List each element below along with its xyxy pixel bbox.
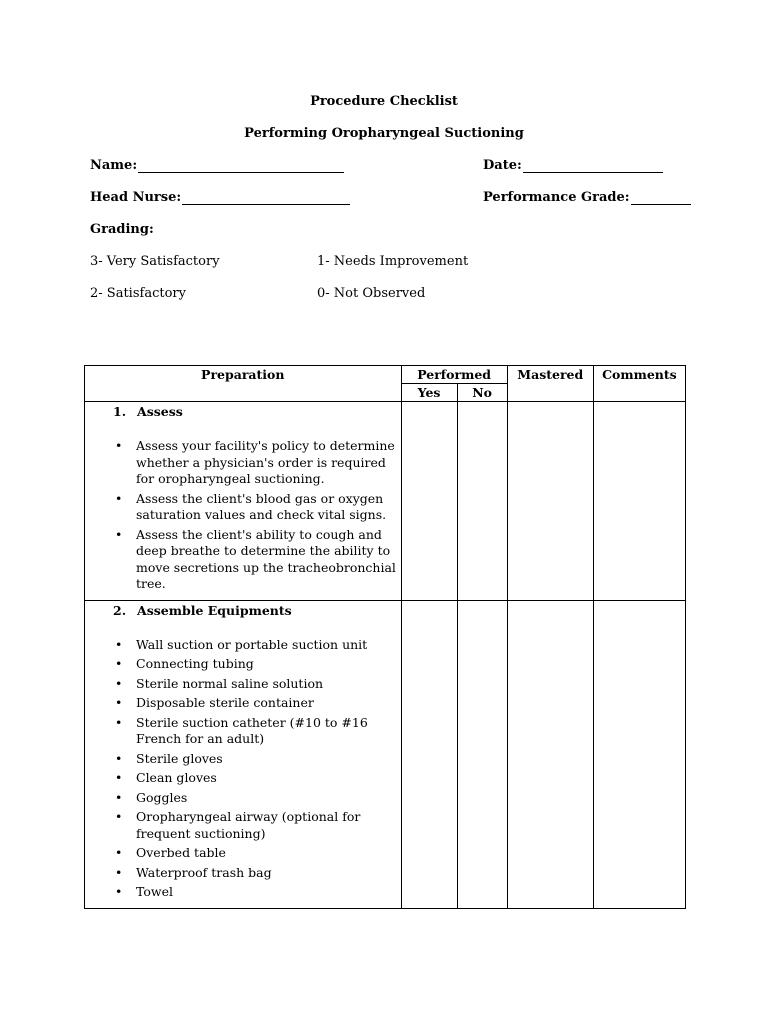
preparation-cell bbox=[85, 402, 402, 601]
list-item: • Assess your facility's policy to determine whether a physician's order is required for oropharyngeal suctioning. bbox=[136, 438, 397, 488]
preparation-header: Preparation bbox=[85, 366, 402, 402]
checklist-table bbox=[84, 365, 686, 909]
section-number: 2. bbox=[113, 602, 127, 618]
comments-cell[interactable] bbox=[593, 402, 685, 601]
performance-grade-blank-line[interactable] bbox=[631, 192, 691, 205]
list-item: • Sterile gloves bbox=[136, 751, 397, 768]
document-title: Procedure Checklist bbox=[310, 94, 458, 109]
table-row bbox=[85, 402, 686, 601]
list-item: • Disposable sterile container bbox=[136, 695, 397, 712]
mastered-cell[interactable] bbox=[507, 600, 593, 908]
grade-needs-improvement: 1- Needs Improvement bbox=[317, 254, 469, 269]
grade-not-observed: 0- Not Observed bbox=[317, 286, 426, 301]
document-subtitle: Performing Oropharyngeal Suctioning bbox=[244, 126, 524, 141]
head-nurse-blank-line[interactable] bbox=[182, 192, 350, 205]
date-field[interactable] bbox=[483, 158, 663, 173]
mastered-header: Mastered bbox=[507, 366, 593, 402]
list-item: • Goggles bbox=[136, 790, 397, 807]
list-item: • Sterile normal saline solution bbox=[136, 676, 397, 693]
list-item: • Connecting tubing bbox=[136, 656, 397, 673]
comments-header: Comments bbox=[593, 366, 685, 402]
table-row bbox=[85, 600, 686, 908]
mastered-cell[interactable] bbox=[507, 402, 593, 601]
list-item: • Assess the client's ability to cough and deep breathe to determine the ability to move secretions up the tracheobronchial tree. bbox=[136, 527, 397, 593]
performed-header: Performed bbox=[401, 366, 507, 384]
grading-label: Grading: bbox=[90, 222, 154, 237]
no-header: No bbox=[457, 384, 507, 402]
list-item: • Overbed table bbox=[136, 845, 397, 862]
no-cell[interactable] bbox=[457, 600, 507, 908]
list-item: • Towel bbox=[136, 884, 397, 901]
date-label: Date: bbox=[483, 158, 522, 173]
grade-satisfactory: 2- Satisfactory bbox=[90, 286, 186, 301]
yes-cell[interactable] bbox=[401, 402, 457, 601]
list-item: • Sterile suction catheter (#10 to #16 French for an adult) bbox=[136, 715, 397, 748]
yes-header: Yes bbox=[401, 384, 457, 402]
comments-cell[interactable] bbox=[593, 600, 685, 908]
no-cell[interactable] bbox=[457, 402, 507, 601]
list-item: • Waterproof trash bag bbox=[136, 865, 397, 882]
list-item: • Clean gloves bbox=[136, 770, 397, 787]
head-nurse-field[interactable] bbox=[90, 190, 350, 205]
section-title: Assemble Equipments bbox=[137, 602, 292, 618]
name-field[interactable] bbox=[90, 158, 344, 173]
list-item: • Oropharyngeal airway (optional for frequent suctioning) bbox=[136, 809, 397, 842]
name-label: Name: bbox=[90, 158, 138, 173]
section-number: 1. bbox=[113, 404, 127, 419]
yes-cell[interactable] bbox=[401, 600, 457, 908]
list-item: • Assess the client's blood gas or oxygen saturation values and check vital signs. bbox=[136, 491, 397, 524]
section-title: Assess bbox=[137, 404, 183, 419]
preparation-cell bbox=[85, 600, 402, 908]
head-nurse-label: Head Nurse: bbox=[90, 190, 182, 205]
list-item: • Wall suction or portable suction unit bbox=[136, 637, 397, 654]
date-blank-line[interactable] bbox=[523, 160, 663, 173]
name-blank-line[interactable] bbox=[138, 160, 344, 173]
performance-grade-field[interactable] bbox=[483, 190, 691, 205]
performance-grade-label: Performance Grade: bbox=[483, 190, 630, 205]
grade-very-satisfactory: 3- Very Satisfactory bbox=[90, 254, 220, 269]
